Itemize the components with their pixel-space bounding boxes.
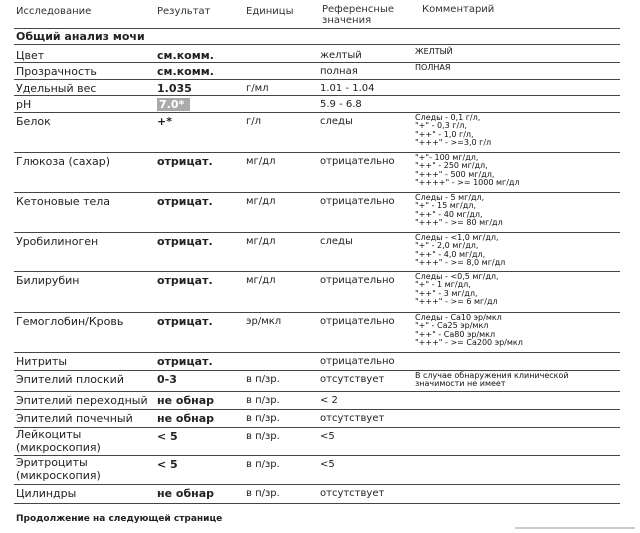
- row-reference: отрицательно: [320, 275, 395, 286]
- row-reference: отрицательно: [320, 156, 395, 167]
- row-reference: желтый: [320, 50, 362, 61]
- row-result: отрицат.: [157, 355, 213, 368]
- row-result: 1.035: [157, 82, 192, 95]
- header-divider: [14, 28, 620, 29]
- row-result: см.комм.: [157, 49, 214, 62]
- header-test: Исследование: [16, 6, 92, 17]
- row-divider: [14, 152, 620, 153]
- row-divider: [14, 427, 620, 428]
- row-divider: [14, 112, 620, 113]
- footer-note: Продолжение на следующей странице: [16, 514, 223, 524]
- row-divider: [14, 352, 620, 353]
- header-ref: Референсные значения: [322, 4, 395, 26]
- row-name: Билирубин: [16, 274, 80, 287]
- row-name: Эпителий почечный: [16, 412, 133, 425]
- row-result: отрицат.: [157, 274, 213, 287]
- row-result: не обнар: [157, 394, 215, 407]
- row-reference: отрицательно: [320, 316, 395, 327]
- row-name: Эритроциты (микроскопия): [16, 456, 101, 482]
- row-reference: отсутствует: [320, 374, 385, 385]
- row-name: Эпителий плоский: [16, 373, 124, 386]
- row-units: в п/зр.: [246, 431, 280, 442]
- header-result: Результат: [157, 6, 211, 17]
- row-reference: отрицательно: [320, 356, 395, 367]
- row-divider: [14, 192, 620, 193]
- row-result: отрицат.: [157, 195, 213, 208]
- table-header: [0, 0, 640, 28]
- row-divider: [14, 62, 620, 63]
- row-divider: [14, 409, 620, 410]
- row-reference: < 2: [320, 395, 338, 406]
- row-result: +*: [157, 115, 172, 128]
- row-result: [157, 98, 190, 111]
- row-divider: [14, 503, 620, 504]
- row-comment: "+"- 100 мг/дл, "++" - 250 мг/дл, "+++" - 500 мг/дл, "++++" - >= 1000 мг/дл: [415, 153, 520, 188]
- row-comment: В случае обнаружения клинической значимости не имеет: [415, 371, 569, 389]
- row-comment: Следы - <0,5 мг/дл, "+" - 1 мг/дл, "++" - 3 мг/дл, "+++" - >= 6 мг/дл: [415, 272, 499, 307]
- row-result: см.комм.: [157, 65, 214, 78]
- row-comment: Следы - <1,0 мг/дл, "+" - 2,0 мг/дл, "++" - 4,0 мг/дл, "+++" - >= 8,0 мг/дл: [415, 233, 506, 268]
- row-result: отрицат.: [157, 235, 213, 248]
- header-comment: Комментарий: [422, 4, 495, 15]
- row-name: Эпителий переходный: [16, 394, 148, 407]
- row-units: мг/дл: [246, 196, 276, 207]
- row-units: в п/зр.: [246, 413, 280, 424]
- flagged-result-highlight: 7.0*: [157, 98, 190, 111]
- row-result: не обнар: [157, 412, 215, 425]
- row-name: Уробилиноген: [16, 235, 99, 248]
- row-units: мг/дл: [246, 275, 276, 286]
- row-divider: [14, 391, 620, 392]
- row-units: в п/зр.: [246, 374, 280, 385]
- section-title: Общий анализ мочи: [16, 30, 145, 43]
- row-units: г/мл: [246, 83, 269, 94]
- row-name: Кетоновые тела: [16, 195, 111, 208]
- row-name: Нитриты: [16, 355, 68, 368]
- row-divider: [14, 484, 620, 485]
- row-units: мг/дл: [246, 156, 276, 167]
- row-reference: отсутствует: [320, 488, 385, 499]
- row-divider: [14, 271, 620, 272]
- row-reference: отсутствует: [320, 413, 385, 424]
- row-reference: <5: [320, 431, 335, 442]
- header-units: Единицы: [246, 6, 294, 17]
- row-reference: следы: [320, 236, 353, 247]
- row-reference: полная: [320, 66, 358, 77]
- row-name: Белок: [16, 115, 51, 128]
- row-units: мг/дл: [246, 236, 276, 247]
- row-name: Цилиндры: [16, 487, 77, 500]
- row-divider: [14, 95, 620, 96]
- row-name: pH: [16, 98, 32, 111]
- row-result: не обнар: [157, 487, 215, 500]
- row-reference: отрицательно: [320, 196, 395, 207]
- row-reference: <5: [320, 459, 335, 470]
- row-name: Гемоглобин/Кровь: [16, 315, 124, 328]
- row-comment: Следы - 5 мг/дл, "+" - 15 мг/дл, "++" - 40 мг/дл, "+++" - >= 80 мг/дл: [415, 193, 503, 228]
- row-units: в п/зр.: [246, 488, 280, 499]
- row-comment: ПОЛНАЯ: [415, 63, 451, 72]
- row-divider: [14, 312, 620, 313]
- row-name: Цвет: [16, 49, 45, 62]
- row-comment: Следы - Ca10 эр/мкл "+" - Ca25 эр/мкл "++" - Ca80 эр/мкл "+++" - >= Ca200 эр/мкл: [415, 313, 523, 348]
- section-divider: [14, 44, 620, 45]
- row-comment: Следы - 0,1 г/л, "+" - 0,3 г/л, "++" - 1,0 г/л, "+++" - >=3,0 г/л: [415, 113, 492, 148]
- row-result: < 5: [157, 430, 178, 443]
- row-divider: [14, 232, 620, 233]
- row-reference: 5.9 - 6.8: [320, 99, 362, 110]
- row-units: г/л: [246, 116, 262, 127]
- row-comment: ЖЕЛТЫЙ: [415, 47, 453, 56]
- row-result: отрицат.: [157, 315, 213, 328]
- row-result: < 5: [157, 458, 178, 471]
- row-result: отрицат.: [157, 155, 213, 168]
- row-divider: [14, 79, 620, 80]
- row-name: Глюкоза (сахар): [16, 155, 111, 168]
- scan-smudge: [515, 527, 635, 529]
- row-reference: следы: [320, 116, 353, 127]
- row-units: эр/мкл: [246, 316, 282, 327]
- row-reference: 1.01 - 1.04: [320, 83, 375, 94]
- row-name: Прозрачность: [16, 65, 97, 78]
- row-divider: [14, 455, 620, 456]
- row-name: Удельный вес: [16, 82, 97, 95]
- row-units: в п/зр.: [246, 459, 280, 470]
- row-units: в п/зр.: [246, 395, 280, 406]
- row-result: 0-3: [157, 373, 177, 386]
- row-name: Лейкоциты (микроскопия): [16, 428, 101, 454]
